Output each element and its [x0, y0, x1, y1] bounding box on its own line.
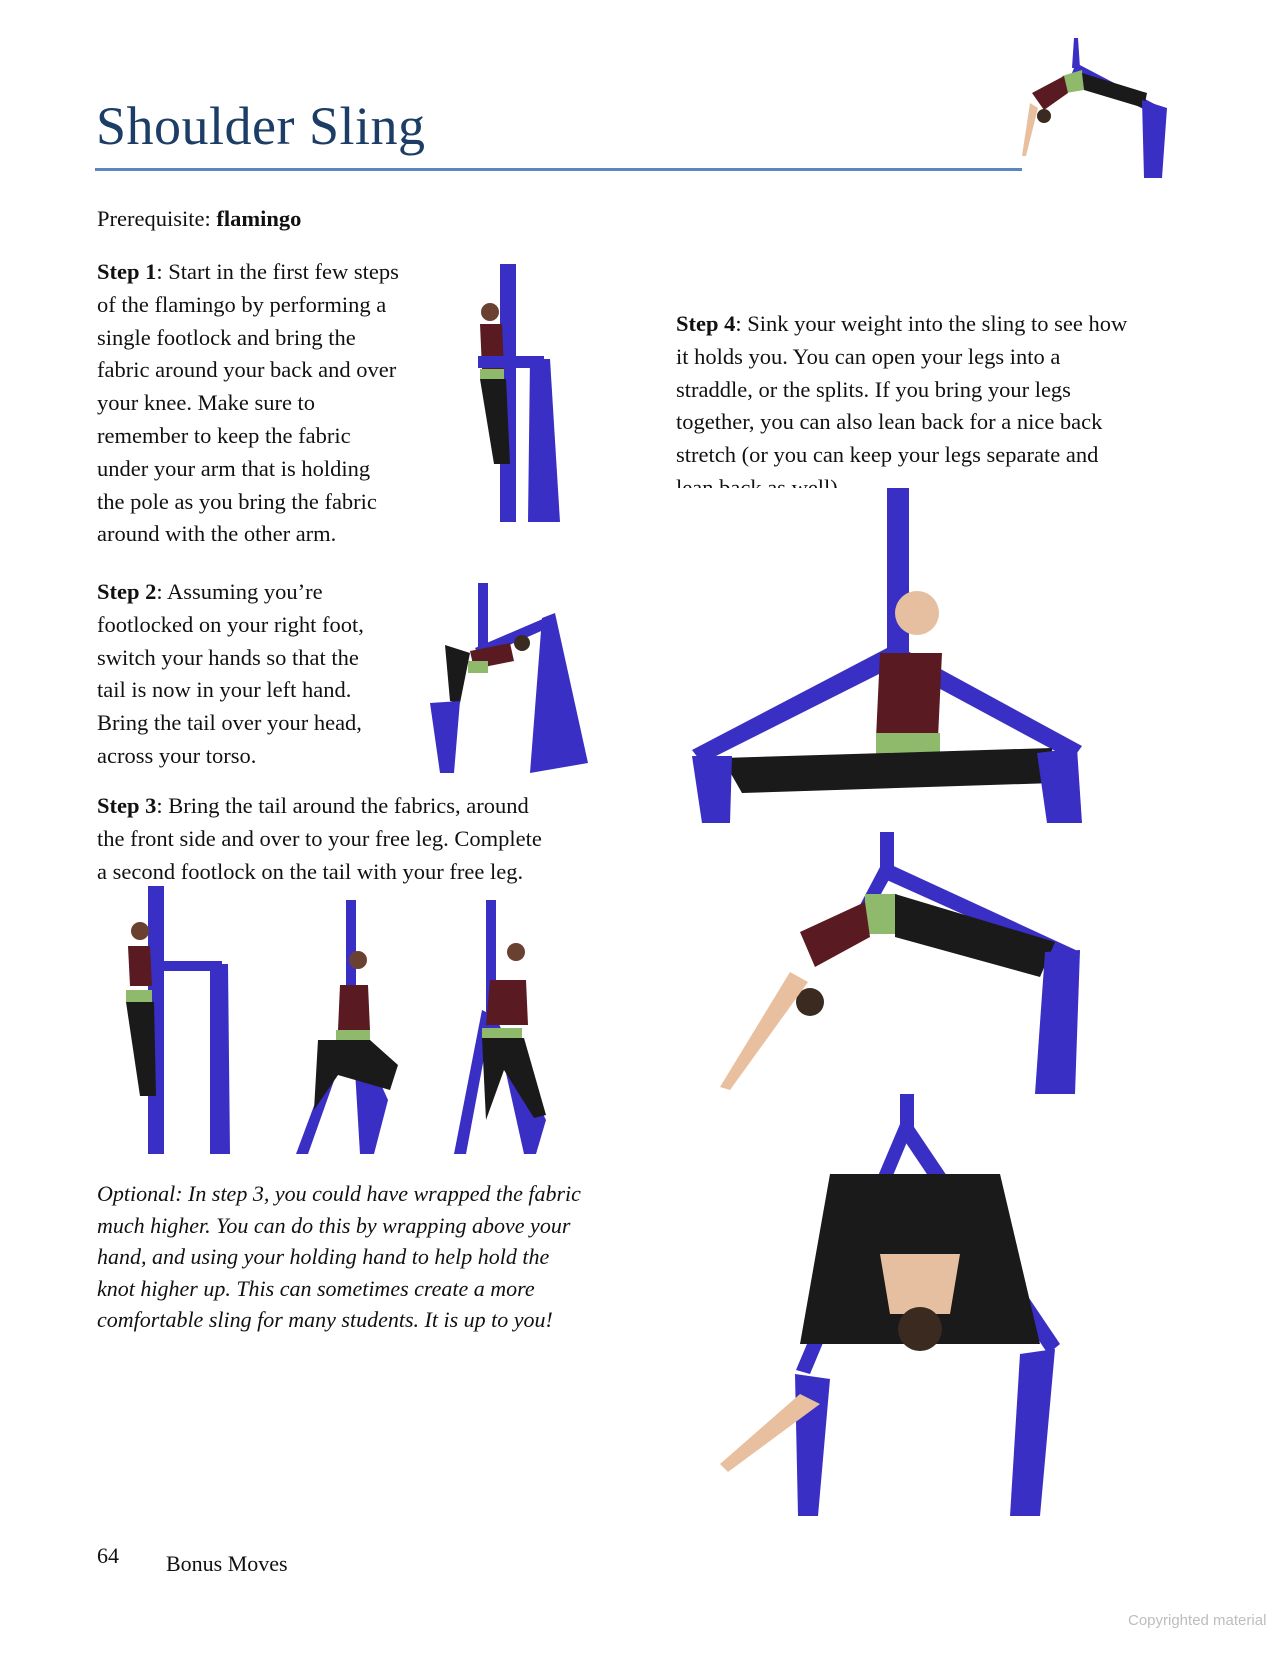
- prerequisite: [97, 203, 301, 236]
- aerial-silk-pose-icon: [1022, 38, 1192, 178]
- step1-photo: [470, 264, 565, 522]
- step-label: Step 4: [676, 311, 736, 336]
- step-4: Step 4: Sink your weight into the sling to see how it holds you. You can open your legs into a straddle, or the splits. If you bring your legs together, you can also lean back for a nice back stretch (or you can keep your legs separate and: [676, 311, 1128, 468]
- prerequisite-value: flamingo: [216, 206, 302, 231]
- step-label: Step 3: [97, 793, 157, 818]
- step-label: Step 1: [97, 259, 157, 284]
- step4-photo-a: [662, 488, 1117, 823]
- header-pose-photo: [1022, 38, 1192, 178]
- copyright-watermark: Copyrighted material: [1128, 1612, 1267, 1629]
- step-3: Step 3: Bring the tail around the fabrics, around the front side and over to your free leg. Complete a second footlock on the tail with your free leg.: [97, 793, 542, 884]
- step4-photo-b: [700, 832, 1120, 1094]
- page-number: 64: [97, 1543, 119, 1568]
- section-name: Bonus Moves: [166, 1551, 288, 1576]
- optional-note: Optional: In step 3, you could have wrapped the fabric much higher. You can do this by wrapping above your hand, and using your holding hand to help hold the knot higher up. This can sometimes create a more comfortable sling for many students. It is up to you!: [97, 1181, 581, 1332]
- step3-photo-a: [110, 886, 240, 1154]
- step-2: Step 2: Assuming you’re footlocked on your right foot, switch your hands so that the tail is now in your left hand. Bring the tail over your head, across your torso.: [97, 579, 364, 768]
- step3-photo-b: [278, 900, 408, 1154]
- step4-photo-c: [700, 1094, 1120, 1516]
- page-title: Shoulder Sling: [96, 96, 426, 156]
- step3-photo-c: [446, 900, 576, 1154]
- step2-photo: [430, 583, 590, 773]
- prerequisite-label: Prerequisite:: [97, 206, 217, 231]
- step-1: Step 1: Start in the first few steps of the flamingo by performing a single footlock and bring the fabric around your back and over your knee. Make sure to remember to keep the fabric under your arm that is holding the pole as you bring the fabric around with the other arm.: [97, 259, 399, 547]
- step-label: Step 2: [97, 579, 157, 604]
